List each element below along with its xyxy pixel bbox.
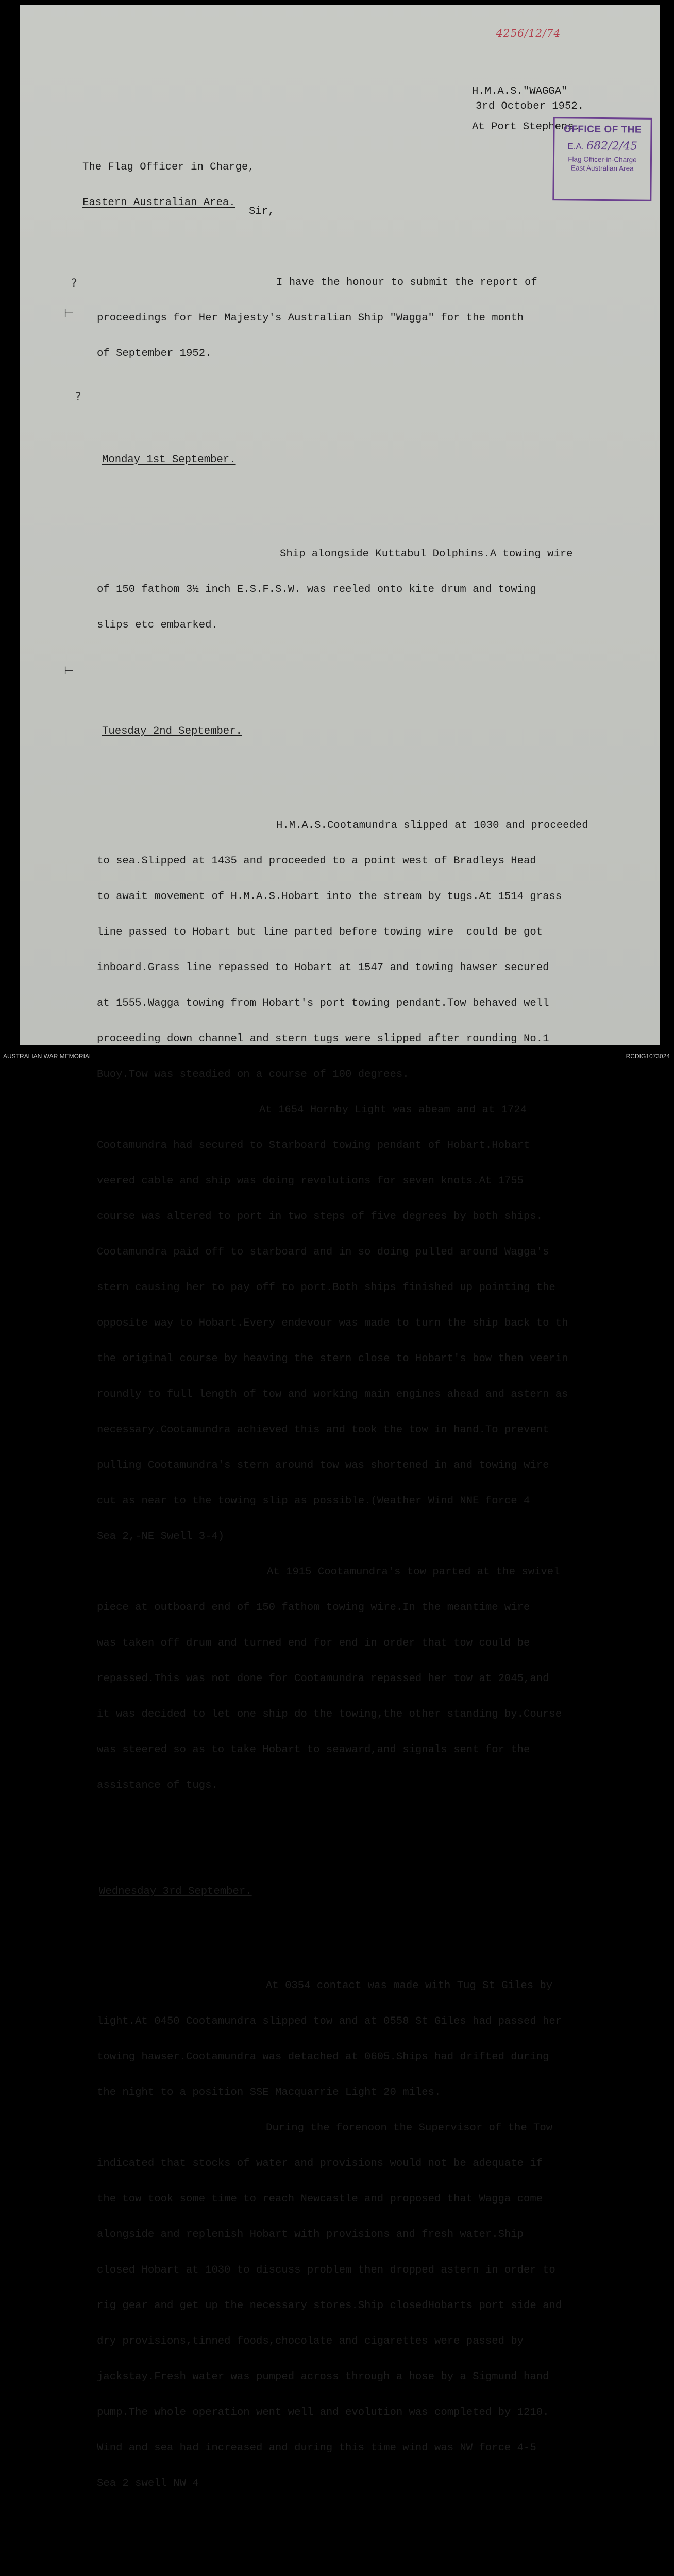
stamp-line-4: East Australian Area	[570, 164, 634, 173]
body-line: course was altered to port in two steps of five degrees by both ships.	[97, 1211, 543, 1223]
margin-tick-mark: ⊢	[64, 307, 74, 320]
intro-paragraph	[97, 253, 643, 383]
stamp-line-2	[554, 139, 650, 153]
ship-location: At Port Stephens.	[472, 121, 581, 133]
body-line: proceeding down channel and stern tugs were slipped after rounding No.1	[97, 1033, 549, 1045]
section-body-wednesday	[97, 1956, 643, 2513]
body-line: light.At 0450 Cootamundra slipped tow and at 0558 St Giles had passed her	[97, 2015, 562, 2027]
body-line: indicated that stocks of water and provisions would not be adequate if	[97, 2158, 543, 2170]
body-line: slips etc embarked.	[97, 619, 218, 631]
body-line: pulling Cootamundra's stern around tow was shortened in and towing wire	[97, 1460, 549, 1471]
salutation: Sir,	[249, 206, 275, 217]
body-line: At 1654 Hornby Light was abeam and at 1724	[259, 1104, 527, 1116]
archive-name: AUSTRALIAN WAR MEMORIAL	[3, 1053, 93, 1060]
body-line: was taken off drum and turned end for end in order that tow could be	[97, 1637, 530, 1649]
margin-tick-mark: ⊢	[64, 665, 74, 677]
body-line: roundly to full length of tow and working main engines ahead and astern as	[97, 1388, 568, 1400]
body-line: line passed to Hobart but line parted before towing wire could be got	[97, 926, 543, 938]
body-line: the original course by heaving the stern close to Hobart's bow then veerin	[97, 1353, 568, 1365]
body-line: opposite way to Hobart.Every endevour was made to turn the ship back to th	[97, 1317, 568, 1329]
body-line: piece at outboard end of 150 fathom towing wire.In the meantime wire	[97, 1602, 530, 1614]
body-line: at 1555.Wagga towing from Hobart's port towing pendant.Tow behaved well	[97, 997, 549, 1009]
body-line: At 1915 Cootamundra's tow parted at the swivel	[267, 1566, 560, 1578]
stamp-prefix: E.A.	[567, 141, 584, 151]
ship-name: H.M.A.S."WAGGA"	[472, 86, 568, 97]
body-line: towing hawser.Cootamundra was detached at 0605.Ships had drifted during	[97, 2051, 549, 2063]
body-line: inboard.Grass line repassed to Hobart at 1547 and towing hawser secured	[97, 962, 549, 974]
section-body-tuesday	[97, 796, 643, 1815]
archive-footer	[0, 1046, 674, 1062]
body-line: Ship alongside Kuttabul Dolphins.A towing wire	[280, 548, 573, 560]
addressee-line-1: The Flag Officer in Charge,	[82, 161, 255, 173]
body-line: Sea 2,-NE Swell 3-4)	[97, 1531, 225, 1543]
letter-date: 3rd October 1952.	[476, 100, 584, 112]
body-line: the tow took some time to reach Newcastle and proposed that Wagga come	[97, 2193, 543, 2205]
body-line: H.M.A.S.Cootamundra slipped at 1030 and proceeded	[276, 820, 588, 832]
body-line: it was decided to let one ship do the towing,the other standing by.Course	[97, 1708, 562, 1720]
handwritten-file-reference: 4256/12/74	[496, 27, 561, 39]
section-body-monday	[97, 524, 643, 655]
body-line: to await movement of H.M.A.S.Hobart into the stream by tugs.At 1514 grass	[97, 891, 562, 903]
body-line: rig gear and get up the necessary stores.Ship closedHobarts port side and	[97, 2300, 562, 2312]
body-line: At 0354 contact was made with Tug St Giles by	[266, 1980, 553, 1992]
body-line: was steered so as to take Hobart to seaward,and signals sent for the	[97, 1744, 530, 1756]
archive-record-id: RCDIG1073024	[626, 1053, 670, 1060]
margin-question-mark: ?	[71, 277, 77, 290]
body-line: alongside and replenish Hobart with provisions and fresh water.Ship	[97, 2229, 524, 2241]
body-line: stern causing her to pay off to port.Both ships finished up pointing the	[97, 1282, 555, 1294]
section-heading-wednesday: Wednesday 3rd September.	[99, 1886, 252, 1897]
body-line: veered cable and ship was doing revolutions for seven knots.At 1755	[97, 1175, 524, 1187]
body-line: cut as near to the towing slip as possible.(Weather Wind NNE force 4	[97, 1495, 530, 1507]
body-line: assistance of tugs.	[97, 1780, 218, 1791]
body-line: pump.The whole operation went well and evolution was completed by 1210.	[97, 2406, 549, 2418]
margin-question-mark: ?	[75, 391, 81, 403]
intro-line: of September 1952.	[97, 348, 212, 360]
body-line: Buoy.Tow was steadied on a course of 100 degrees.	[97, 1069, 409, 1080]
stamp-line-3: Flag Officer-in-Charge	[568, 155, 637, 164]
body-line: repassed.This was not done for Cootamundra repassed her tow at 2045,and	[97, 1673, 549, 1685]
addressee-line-2: Eastern Australian Area.	[82, 197, 235, 209]
stamp-line-1: OFFICE OF THE	[563, 124, 642, 135]
section-heading-monday: Monday 1st September.	[102, 454, 236, 466]
intro-line: proceedings for Her Majesty's Australian Ship "Wagga" for the month	[97, 312, 524, 324]
section-heading-tuesday: Tuesday 2nd September.	[102, 725, 242, 737]
body-line: of 150 fathom 3½ inch E.S.F.S.W. was reeled onto kite drum and towing	[97, 584, 536, 596]
body-line: Sea 2 swell NW 4	[97, 2478, 199, 2489]
intro-line: I have the honour to submit the report of	[276, 277, 537, 289]
body-line: necessary.Cootamundra achieved this and took the tow in hand.To prevent	[97, 1424, 549, 1436]
office-received-stamp	[552, 117, 652, 201]
stamp-handwritten-number: 682/2/45	[586, 139, 638, 153]
body-line: Cootamundra paid off to starboard and in so doing pulled around Wagga's	[97, 1246, 549, 1258]
body-line: to sea.Slipped at 1435 and proceeded to a point west of Bradleys Head	[97, 855, 536, 867]
body-line: the night to a position SSE Macquarrie Light 20 miles.	[97, 2087, 441, 2098]
body-line: dry provisions,tinned foods,chocolate and cigarettes were passed by	[97, 2335, 524, 2347]
body-line: jackstay.Fresh water was pumped across through a hose by a Sigmund hand	[97, 2371, 549, 2383]
body-line: During the forenoon the Supervisor of the Tow	[266, 2122, 553, 2134]
body-line: Cootamundra had secured to Starboard towing pendant of Hobart.Hobart	[97, 1140, 530, 1151]
letter-body	[97, 193, 643, 2576]
body-line: closed Hobart at 1030 to discuss problem then dropped astern in order to	[97, 2264, 555, 2276]
body-line: Wind and sea had increased and during this time wind was NW force 4-5	[97, 2442, 536, 2454]
